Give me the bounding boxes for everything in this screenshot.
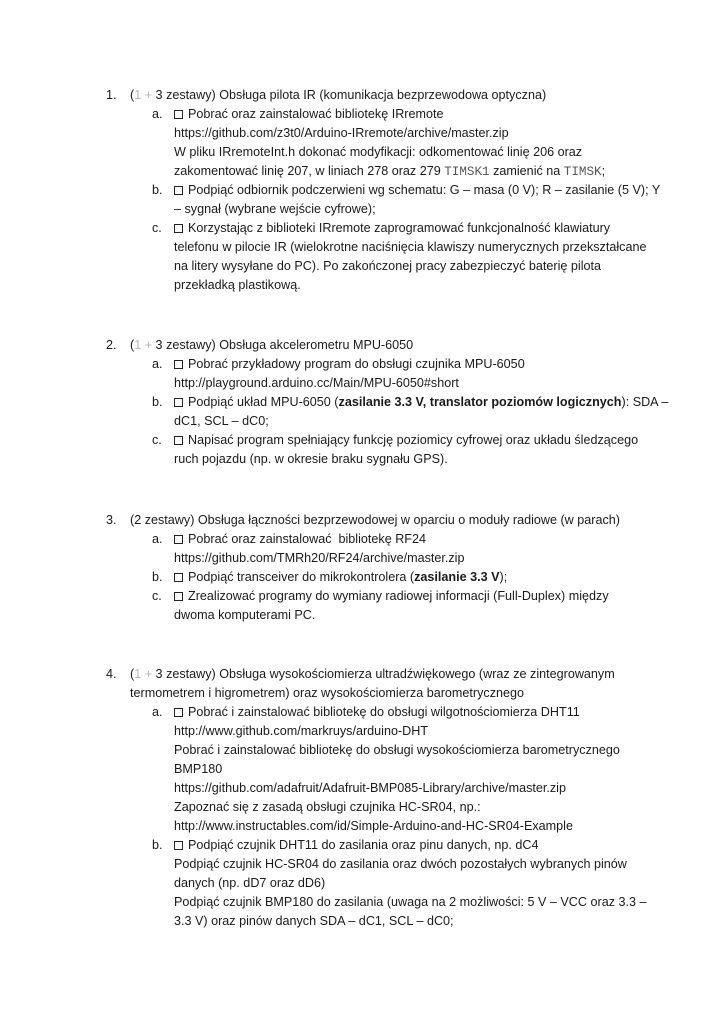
checkbox-icon[interactable] [174, 573, 183, 582]
subtask-text: telefonu w pilocie IR (wielokrotne naciśnięcia klawiszy numerycznych przekształcane [174, 240, 647, 254]
task-number: 2. [106, 338, 117, 352]
subtask-text: Pobrać przykładowy program do obsługi czujnika MPU-6050 [174, 355, 525, 374]
subtask-text: ruch pojazdu (np. w okresie braku sygnału GPS). [174, 452, 448, 466]
url-text: http://www.github.com/markruys/arduino-DHT [174, 724, 429, 738]
subtask-letter: a. [152, 532, 163, 546]
task-number: 1. [106, 88, 117, 102]
task-heading: (1 + 3 zestawy) Obsługa akcelerometru MPU-6050 [130, 338, 414, 352]
subtask-text: Podpiąć czujnik HC-SR04 do zasilania oraz dwóch pozostałych wybranych pinów [174, 857, 627, 871]
code-text: TIMSK [563, 165, 602, 179]
subtask-text: Podpiąć układ MPU-6050 (zasilanie 3.3 V, translator poziomów logicznych): SDA – [174, 393, 668, 412]
subtask-text: BMP180 [174, 762, 223, 776]
subtask-letter: a. [152, 107, 163, 121]
subtask-text: Podpiąć czujnik DHT11 do zasilania oraz pinu danych, np. dC4 [174, 836, 539, 855]
subtask-letter: b. [152, 838, 163, 852]
task-heading: (2 zestawy) Obsługa łączności bezprzewodowej w oparciu o moduły radiowe (w parach) [130, 513, 620, 527]
subtask-text: Podpiąć odbiornik podczerwieni wg schematu: G – masa (0 V); R – zasilanie (5 V); Y [174, 181, 660, 200]
checkbox-icon[interactable] [174, 592, 183, 601]
checkbox-icon[interactable] [174, 186, 183, 195]
subtask-text: 3.3 V) oraz pinów danych SDA – dC1, SCL – dC0; [174, 914, 454, 928]
subtask-text: danych (np. dD7 oraz dD6) [174, 876, 326, 890]
url-text: http://playground.arduino.cc/Main/MPU-6050#short [174, 376, 459, 390]
checkbox-icon[interactable] [174, 708, 183, 717]
subtask-text: Zrealizować programy do wymiany radiowej informacji (Full-Duplex) między [174, 587, 609, 606]
subtask-text: zakomentować linię 207, w liniach 278 oraz 279 TIMSK1 zamienić na TIMSK; [174, 164, 606, 179]
subtask-text: dwoma komputerami PC. [174, 608, 316, 622]
subtask-text: Napisać program spełniający funkcję poziomicy cyfrowej oraz układu śledzącego [174, 431, 638, 450]
url-text: https://github.com/adafruit/Adafruit-BMP085-Library/archive/master.zip [174, 781, 566, 795]
subtask-text: Korzystając z biblioteki IRremote zaprogramować funkcjonalność klawiatury [174, 219, 610, 238]
task-heading: (1 + 3 zestawy) Obsługa wysokościomierza ultradźwiękowego (wraz ze zintegrowanym [130, 667, 615, 681]
subtask-letter: a. [152, 705, 163, 719]
checkbox-icon[interactable] [174, 436, 183, 445]
checkbox-icon[interactable] [174, 841, 183, 850]
subtask-text: Podpiąć transceiver do mikrokontrolera (zasilanie 3.3 V); [174, 568, 507, 587]
url-text: https://github.com/z3t0/Arduino-IRremote/archive/master.zip [174, 126, 509, 140]
task-heading: (1 + 3 zestawy) Obsługa pilota IR (komunikacja bezprzewodowa optyczna) [130, 88, 547, 102]
subtask-text: Podpiąć czujnik BMP180 do zasilania (uwaga na 2 możliwości: 5 V – VCC oraz 3.3 – [174, 895, 647, 909]
checkbox-icon[interactable] [174, 535, 183, 544]
subtask-text: – sygnał (wybrane wejście cyfrowe); [174, 202, 376, 216]
subtask-text: Pobrać i zainstalować bibliotekę do obsługi wysokościomierza barometrycznego [174, 743, 620, 757]
subtask-text: Pobrać oraz zainstalować bibliotekę IRremote [174, 105, 444, 124]
subtask-text: Zapoznać się z zasadą obsługi czujnika HC-SR04, np.: [174, 800, 481, 814]
url-text: http://www.instructables.com/id/Simple-Arduino-and-HC-SR04-Example [174, 819, 573, 833]
subtask-text: dC1, SCL – dC0; [174, 414, 269, 428]
code-text: TIMSK1 [444, 165, 490, 179]
subtask-letter: c. [152, 433, 162, 447]
subtask-text: na litery wysyłane do PC). Po zakończonej pracy zabezpieczyć baterię pilota [174, 259, 602, 273]
subtask-letter: c. [152, 589, 162, 603]
task-number: 4. [106, 667, 117, 681]
subtask-letter: b. [152, 183, 163, 197]
subtask-text: W pliku IRremoteInt.h dokonać modyfikacji: odkomentować linię 206 oraz [174, 145, 583, 159]
task-number: 3. [106, 513, 117, 527]
task-heading: termometrem i higrometrem) oraz wysokościomierza barometrycznego [130, 686, 525, 700]
checkbox-icon[interactable] [174, 398, 183, 407]
checkbox-icon[interactable] [174, 110, 183, 119]
url-text: https://github.com/TMRh20/RF24/archive/master.zip [174, 551, 465, 565]
subtask-letter: c. [152, 221, 162, 235]
subtask-text: przekładką plastikową. [174, 278, 301, 292]
checkbox-icon[interactable] [174, 224, 183, 233]
subtask-letter: b. [152, 570, 163, 584]
subtask-letter: a. [152, 357, 163, 371]
checkbox-icon[interactable] [174, 360, 183, 369]
subtask-letter: b. [152, 395, 163, 409]
subtask-text: Pobrać oraz zainstalować bibliotekę RF24 [174, 530, 426, 549]
subtask-text: Pobrać i zainstalować bibliotekę do obsługi wilgotnościomierza DHT11 [174, 703, 580, 722]
